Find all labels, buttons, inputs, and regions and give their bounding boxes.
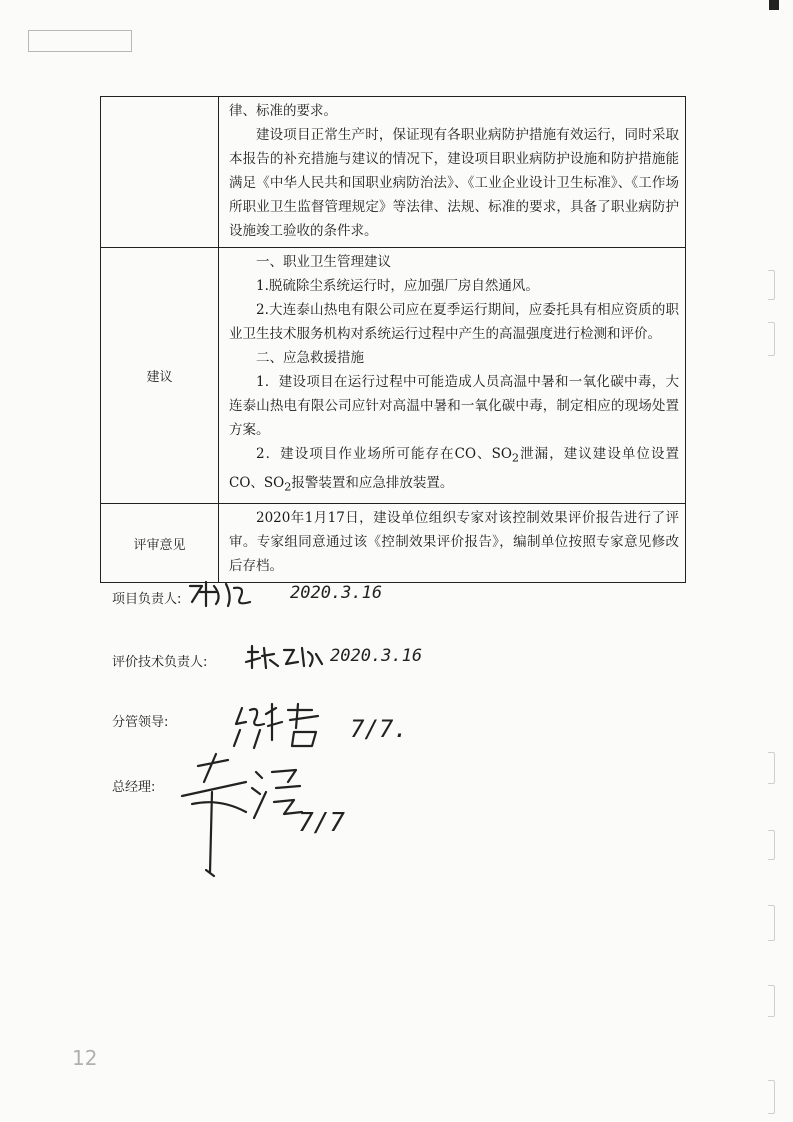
review-text: 2020年1月17日，建设单位组织专家对该控制效果评价报告进行了评审。专家组同意通过该《控制效果评价报告》，编制单位按照专家意见修改后存档。 xyxy=(229,510,679,575)
division-lead-date: 7/7. xyxy=(350,715,408,743)
general-manager-label: 总经理: xyxy=(112,780,156,795)
table-row xyxy=(101,504,686,583)
suggestion-item: 1.脱硫除尘系统运行时，应加强厂房自然通风。 xyxy=(256,278,539,294)
evaluation-table xyxy=(100,96,686,583)
binding-edge-mark xyxy=(768,752,775,784)
suggestion-item: 2．建设项目作业场所可能存在CO、$SO_2$泄漏，建议建设单位设置CO、$SO_2$报警装置和应急排放装置。 xyxy=(229,446,679,494)
project-lead-signature xyxy=(186,578,256,610)
binding-edge-mark xyxy=(768,322,775,356)
binding-edge-mark xyxy=(768,985,775,1017)
review-label: 评审意见 xyxy=(101,504,219,583)
division-lead-label: 分管领导: xyxy=(112,715,169,730)
tech-lead-date: 2020.3.16 xyxy=(330,646,423,666)
division-lead-signature xyxy=(232,700,344,752)
table-row xyxy=(101,97,686,248)
general-manager-date: 7/7 xyxy=(298,808,345,838)
conclusion-paragraph: 建设项目正常生产时，保证现有各职业病防护措施有效运行，同时采取本报告的补充措施与建议的情况下，建设项目职业病防护设施和防护措施能满足《中华人民共和国职业病防治法》、《工业企业设计卫生标准》、《工作场所职业卫生监督管理规定》等法律、法规、标准的要求，具备了职业病防护设施竣工验收的条件求。 xyxy=(229,127,679,239)
project-lead-date: 2020.3.16 xyxy=(290,583,383,603)
project-lead-label: 项目负责人: xyxy=(112,592,182,607)
archive-stamp xyxy=(28,30,132,52)
conclusion-cell xyxy=(219,97,686,248)
row-label xyxy=(101,97,219,248)
general-manager-signature xyxy=(176,752,308,878)
table-row xyxy=(101,248,686,504)
suggestion-label: 建议 xyxy=(101,248,219,504)
tech-lead-label: 评价技术负责人: xyxy=(112,655,208,670)
binding-edge-mark xyxy=(768,830,775,860)
scan-corner-mark xyxy=(769,0,779,10)
review-cell xyxy=(219,504,686,583)
binding-edge-mark xyxy=(768,270,775,300)
suggestion-cell xyxy=(219,248,686,504)
binding-edge-mark xyxy=(768,1080,775,1114)
conclusion-paragraph: 律、标准的要求。 xyxy=(229,103,337,119)
suggestion-item: 2.大连泰山热电有限公司应在夏季运行期间，应委托具有相应资质的职业卫生技术服务机构对系统运行过程中产生的高温强度进行检测和评价。 xyxy=(229,302,679,342)
page-number: 12 xyxy=(72,1046,98,1070)
binding-edge-mark xyxy=(768,905,775,941)
suggestion-heading: 二、应急救援措施 xyxy=(256,350,364,366)
suggestion-item: 1．建设项目在运行过程中可能造成人员高温中暑和一氧化碳中毒，大连泰山热电有限公司应针对高温中暑和一氧化碳中毒，制定相应的现场处置方案。 xyxy=(229,374,679,438)
suggestion-heading: 一、职业卫生管理建议 xyxy=(256,254,391,270)
tech-lead-signature xyxy=(244,642,324,672)
